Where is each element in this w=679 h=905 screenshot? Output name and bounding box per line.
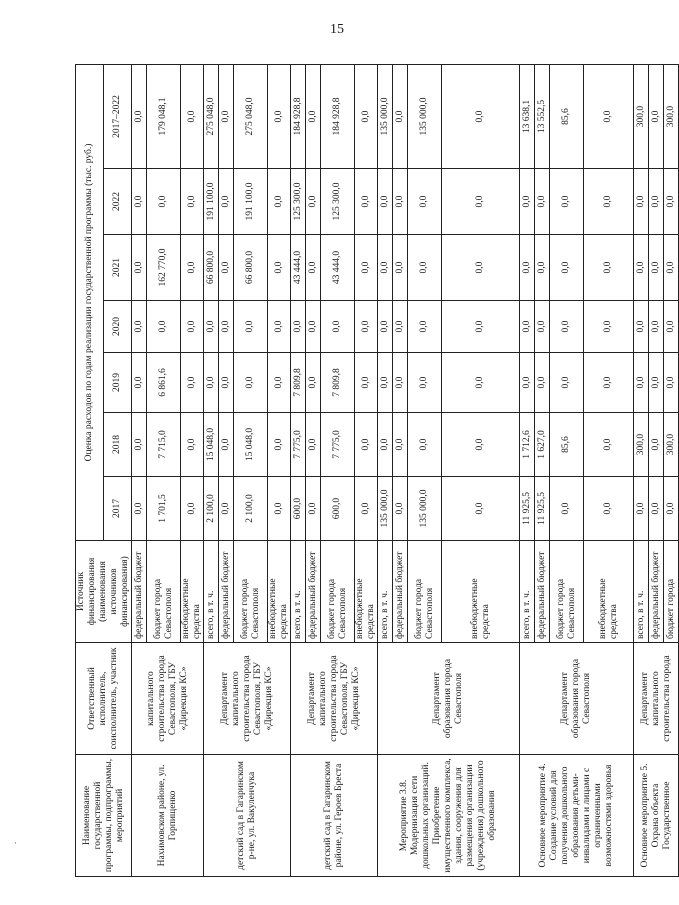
year-value-cell: 0,0 — [219, 235, 234, 301]
year-value-cell: 0,0 — [219, 301, 234, 353]
year-value-cell: 43 444,0 — [321, 235, 355, 301]
year-value-cell: 0,0 — [634, 353, 649, 413]
year-value-cell: 85,6 — [550, 413, 584, 477]
year-value-cell: 11 925,5 — [535, 477, 550, 541]
total-value-cell: 0,0 — [306, 64, 321, 168]
year-value-cell: 0,0 — [268, 353, 291, 413]
year-value-cell: 0,0 — [408, 301, 442, 353]
header-source: Источник финансирования (наименования источников финансирования) — [76, 541, 132, 643]
total-value-cell: 0,0 — [268, 64, 291, 168]
year-value-cell: 0,0 — [634, 235, 649, 301]
year-value-cell: 0,0 — [649, 477, 664, 541]
year-value-cell: 0,0 — [584, 235, 634, 301]
executor-cell: Департамент капитального строительства города Севастополя, ГБУ «Дирекция КС» — [291, 643, 378, 755]
total-value-cell: 135 000,0 — [408, 64, 442, 168]
year-value-cell: 15 048,0 — [204, 413, 219, 477]
year-value-cell: 0,0 — [234, 301, 268, 353]
source-cell: бюджет города Севастополя — [408, 541, 442, 643]
year-value-cell: 0,0 — [520, 301, 535, 353]
year-value-cell: 7 809,8 — [291, 353, 306, 413]
header-executor: Ответственный исполнитель, соисполнитель, участник — [76, 643, 132, 755]
year-value-cell: 0,0 — [132, 235, 147, 301]
total-value-cell: 300,0 — [634, 64, 649, 168]
year-value-cell: 0,0 — [634, 301, 649, 353]
header-year: 2020 — [104, 301, 132, 353]
year-value-cell: 0,0 — [584, 353, 634, 413]
source-cell: внебюджетные средства — [584, 541, 634, 643]
year-value-cell: 0,0 — [649, 353, 664, 413]
program-name-cell: Нахимовском районе, ул. Горпищенко — [132, 755, 204, 877]
year-value-cell: 0,0 — [378, 413, 393, 477]
year-value-cell: 0,0 — [132, 301, 147, 353]
year-value-cell: 0,0 — [219, 169, 234, 235]
source-cell: всего, в т. ч. — [291, 541, 306, 643]
year-value-cell: 0,0 — [181, 353, 204, 413]
year-value-cell: 0,0 — [378, 169, 393, 235]
year-value-cell: 2 100,0 — [204, 477, 219, 541]
year-value-cell: 0,0 — [234, 353, 268, 413]
table-row — [378, 64, 393, 876]
total-value-cell: 0,0 — [649, 64, 664, 168]
executor-cell: Департамент образования города Севастополя — [520, 643, 634, 755]
year-value-cell: 0,0 — [584, 169, 634, 235]
total-value-cell: 184 928,8 — [291, 64, 306, 168]
year-value-cell: 0,0 — [268, 235, 291, 301]
table-row — [634, 64, 649, 876]
year-value-cell: 0,0 — [355, 353, 378, 413]
source-cell: федеральный бюджет — [393, 541, 408, 643]
year-value-cell: 191 100,0 — [204, 169, 219, 235]
year-value-cell: 0,0 — [442, 477, 520, 541]
program-name-cell: Основное мероприятие 4. Создание условий для получения дошкольного образования детьми-инвалидами и лицами с ограниченными возможностями здоровья — [520, 755, 634, 877]
year-value-cell: 7 809,8 — [321, 353, 355, 413]
year-value-cell: 0,0 — [535, 235, 550, 301]
scan-artifact: · — [14, 838, 17, 848]
program-name-cell: детский сад в Гагаринском р-не, ул. Вакуленчука — [204, 755, 291, 877]
source-cell: всего, в т. ч. — [378, 541, 393, 643]
year-value-cell: 2 100,0 — [234, 477, 268, 541]
total-value-cell: 0,0 — [393, 64, 408, 168]
year-value-cell: 135 000,0 — [408, 477, 442, 541]
source-cell: внебюджетные средства — [181, 541, 204, 643]
year-value-cell: 1 701,5 — [147, 477, 181, 541]
year-value-cell: 0,0 — [584, 477, 634, 541]
year-value-cell: 0,0 — [181, 477, 204, 541]
year-value-cell: 600,0 — [321, 477, 355, 541]
year-value-cell: 0,0 — [268, 477, 291, 541]
year-value-cell: 0,0 — [355, 169, 378, 235]
total-value-cell: 275 048,0 — [234, 64, 268, 168]
rotated-table-area — [75, 65, 676, 877]
year-value-cell: 15 048,0 — [234, 413, 268, 477]
source-cell: всего, в т. ч. — [634, 541, 649, 643]
source-cell: внебюджетные средства — [268, 541, 291, 643]
year-value-cell: 191 100,0 — [234, 169, 268, 235]
executor-cell: капитального строительства города Севастополя, ГБУ «Дирекция КС» — [132, 643, 204, 755]
year-value-cell: 0,0 — [550, 477, 584, 541]
year-value-cell: 0,0 — [355, 477, 378, 541]
table-row — [204, 64, 219, 876]
year-value-cell: 0,0 — [393, 169, 408, 235]
total-value-cell: 85,6 — [550, 64, 584, 168]
year-value-cell: 162 770,0 — [147, 235, 181, 301]
year-value-cell: 0,0 — [355, 301, 378, 353]
year-value-cell: 0,0 — [634, 477, 649, 541]
year-value-cell: 0,0 — [664, 235, 679, 301]
program-name-cell: детский сад в Гагаринском районе, ул. Героев Бреста — [291, 755, 378, 877]
table-row — [520, 64, 535, 876]
year-value-cell: 0,0 — [550, 169, 584, 235]
year-value-cell: 0,0 — [442, 169, 520, 235]
year-value-cell: 0,0 — [355, 235, 378, 301]
year-value-cell: 1 627,0 — [535, 413, 550, 477]
year-value-cell: 125 300,0 — [321, 169, 355, 235]
source-cell: бюджет города — [664, 541, 679, 643]
year-value-cell: 0,0 — [219, 477, 234, 541]
year-value-cell: 0,0 — [535, 169, 550, 235]
total-value-cell: 13 552,5 — [535, 64, 550, 168]
year-value-cell: 0,0 — [634, 169, 649, 235]
year-value-cell: 0,0 — [550, 301, 584, 353]
year-value-cell: 0,0 — [393, 301, 408, 353]
executor-cell: Департамент капитального строительства города — [634, 643, 679, 755]
budget-table — [75, 64, 679, 877]
year-value-cell: 0,0 — [393, 477, 408, 541]
table-row — [291, 64, 306, 876]
source-cell: всего, в т. ч. — [204, 541, 219, 643]
year-value-cell: 0,0 — [181, 169, 204, 235]
year-value-cell: 0,0 — [355, 413, 378, 477]
year-value-cell: 0,0 — [393, 353, 408, 413]
year-value-cell: 0,0 — [664, 353, 679, 413]
executor-cell: Департамент образования города Севастополя — [378, 643, 520, 755]
total-value-cell: 184 928,8 — [321, 64, 355, 168]
year-value-cell: 0,0 — [268, 169, 291, 235]
source-cell: бюджет города Севастополя — [234, 541, 268, 643]
total-value-cell: 135 000,0 — [378, 64, 393, 168]
source-cell: федеральный бюджет — [535, 541, 550, 643]
year-value-cell: 0,0 — [306, 413, 321, 477]
year-value-cell: 0,0 — [204, 301, 219, 353]
year-value-cell: 125 300,0 — [291, 169, 306, 235]
year-value-cell: 0,0 — [520, 235, 535, 301]
total-value-cell: 300,0 — [664, 64, 679, 168]
year-value-cell: 6 861,6 — [147, 353, 181, 413]
header-year: 2019 — [104, 353, 132, 413]
year-value-cell: 0,0 — [181, 413, 204, 477]
total-value-cell: 13 638,1 — [520, 64, 535, 168]
year-value-cell: 0,0 — [132, 477, 147, 541]
year-value-cell: 0,0 — [132, 353, 147, 413]
year-value-cell: 0,0 — [442, 235, 520, 301]
program-name-cell: Мероприятие 3.8. Модернизация сети дошкольных организаций. Приобретение имущественного комплекса, здания, сооружения для размещения организации (учреждения) дошкольного образования — [378, 755, 520, 877]
year-value-cell: 0,0 — [219, 413, 234, 477]
year-value-cell: 0,0 — [181, 301, 204, 353]
header-year: 2021 — [104, 235, 132, 301]
source-cell: бюджет города Севастополя — [147, 541, 181, 643]
total-value-cell: 0,0 — [132, 64, 147, 168]
year-value-cell: 0,0 — [520, 353, 535, 413]
source-cell: федеральный бюджет — [219, 541, 234, 643]
year-value-cell: 600,0 — [291, 477, 306, 541]
year-value-cell: 0,0 — [306, 477, 321, 541]
year-value-cell: 0,0 — [535, 301, 550, 353]
year-value-cell: 0,0 — [393, 235, 408, 301]
year-value-cell: 0,0 — [321, 301, 355, 353]
year-value-cell: 0,0 — [181, 235, 204, 301]
year-value-cell: 0,0 — [132, 169, 147, 235]
total-value-cell: 0,0 — [181, 64, 204, 168]
header-year: 2017 — [104, 477, 132, 541]
year-value-cell: 0,0 — [306, 301, 321, 353]
page-number: 15 — [330, 22, 344, 37]
year-value-cell: 0,0 — [291, 301, 306, 353]
year-value-cell: 0,0 — [306, 353, 321, 413]
year-value-cell: 0,0 — [306, 169, 321, 235]
table-body — [132, 64, 679, 876]
year-value-cell: 0,0 — [649, 169, 664, 235]
year-value-cell: 11 925,5 — [520, 477, 535, 541]
executor-cell: Департамент капитального строительства города Севастополя, ГБУ «Дирекция КС» — [204, 643, 291, 755]
source-cell: федеральный бюджет — [306, 541, 321, 643]
source-cell: федеральный бюджет — [649, 541, 664, 643]
year-value-cell: 0,0 — [550, 353, 584, 413]
source-cell: бюджет города Севастополя — [550, 541, 584, 643]
total-value-cell: 0,0 — [442, 64, 520, 168]
year-value-cell: 300,0 — [634, 413, 649, 477]
year-value-cell: 300,0 — [664, 413, 679, 477]
year-value-cell: 0,0 — [442, 353, 520, 413]
total-value-cell: 275 048,0 — [204, 64, 219, 168]
year-value-cell: 0,0 — [584, 413, 634, 477]
source-cell: бюджет города Севастополя — [321, 541, 355, 643]
source-cell: всего, в т. ч. — [520, 541, 535, 643]
year-value-cell: 7 775,0 — [321, 413, 355, 477]
year-value-cell: 0,0 — [378, 353, 393, 413]
year-value-cell: 0,0 — [204, 353, 219, 413]
year-value-cell: 0,0 — [649, 301, 664, 353]
year-value-cell: 0,0 — [408, 169, 442, 235]
header-year: 2018 — [104, 413, 132, 477]
year-value-cell: 0,0 — [408, 235, 442, 301]
year-value-cell: 135 000,0 — [378, 477, 393, 541]
year-value-cell: 0,0 — [664, 301, 679, 353]
header-year-total: 2017–2022 — [104, 64, 132, 168]
year-value-cell: 0,0 — [147, 169, 181, 235]
year-value-cell: 0,0 — [408, 353, 442, 413]
year-value-cell: 0,0 — [408, 413, 442, 477]
header-program: Наименование государственной программы, подпрограммы, мероприятий — [76, 755, 132, 877]
year-value-cell: 0,0 — [664, 477, 679, 541]
year-value-cell: 0,0 — [393, 413, 408, 477]
year-value-cell: 1 712,6 — [520, 413, 535, 477]
year-value-cell: 0,0 — [664, 169, 679, 235]
year-value-cell: 0,0 — [520, 169, 535, 235]
source-cell: внебюджетные средства — [442, 541, 520, 643]
year-value-cell: 0,0 — [219, 353, 234, 413]
year-value-cell: 0,0 — [442, 413, 520, 477]
source-cell: федеральный бюджет — [132, 541, 147, 643]
total-value-cell: 0,0 — [584, 64, 634, 168]
total-value-cell: 0,0 — [219, 64, 234, 168]
year-value-cell: 0,0 — [147, 301, 181, 353]
header-row — [76, 64, 104, 876]
year-value-cell: 66 800,0 — [234, 235, 268, 301]
header-estimate: Оценка расходов по годам реализации государственной программы (тыс. руб.) — [76, 64, 104, 540]
year-value-cell: 0,0 — [132, 413, 147, 477]
year-value-cell: 0,0 — [268, 301, 291, 353]
year-value-cell: 0,0 — [268, 413, 291, 477]
year-value-cell: 7 715,0 — [147, 413, 181, 477]
year-value-cell: 0,0 — [378, 235, 393, 301]
year-value-cell: 0,0 — [442, 301, 520, 353]
year-value-cell: 0,0 — [535, 353, 550, 413]
source-cell: внебюджетные средства — [355, 541, 378, 643]
year-value-cell: 0,0 — [649, 413, 664, 477]
total-value-cell: 179 048,1 — [147, 64, 181, 168]
header-year: 2022 — [104, 169, 132, 235]
year-value-cell: 7 775,0 — [291, 413, 306, 477]
year-value-cell: 66 800,0 — [204, 235, 219, 301]
year-value-cell: 43 444,0 — [291, 235, 306, 301]
table-row — [132, 64, 147, 876]
rotated-page — [75, 65, 676, 877]
year-value-cell: 0,0 — [584, 301, 634, 353]
total-value-cell: 0,0 — [355, 64, 378, 168]
year-value-cell: 0,0 — [306, 235, 321, 301]
year-value-cell: 0,0 — [378, 301, 393, 353]
year-value-cell: 0,0 — [550, 235, 584, 301]
program-name-cell: Основное мероприятие 5. Охрана объекта Государственное — [634, 755, 679, 877]
year-value-cell: 0,0 — [649, 235, 664, 301]
